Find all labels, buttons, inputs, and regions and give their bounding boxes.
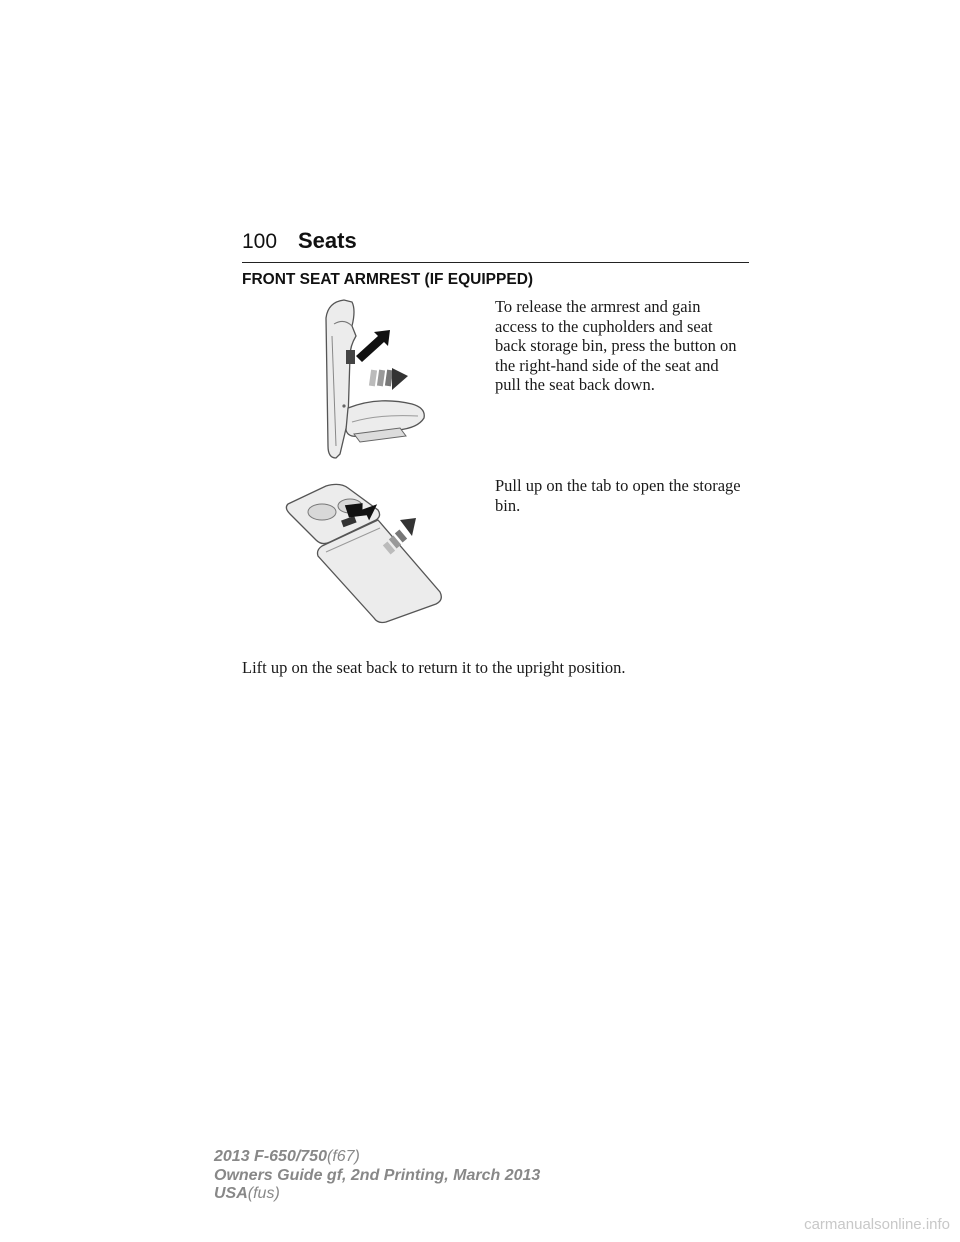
footer-line-market — [214, 1185, 540, 1204]
footer-market: USA — [214, 1185, 248, 1202]
footer-guide: Owners Guide gf, 2nd Printing, March 2013 — [214, 1166, 541, 1184]
footer-line-model — [214, 1148, 540, 1167]
return-instructions: Lift up on the seat back to return it to the upright position. — [242, 658, 626, 677]
release-instructions: To release the armrest and gain access to the cupholders and seat back storage bin, press the button on the right-hand side of the seat and pull the seat back down. — [495, 297, 737, 394]
storage-bin-open-illustration — [282, 482, 452, 624]
page-footer — [214, 1148, 540, 1204]
section-title: Seats — [298, 228, 357, 253]
seat-armrest-release-illustration — [308, 296, 458, 460]
footer-model: 2013 F-650/750 — [214, 1148, 327, 1165]
page-header — [242, 228, 749, 263]
watermark: carmanualsonline.info — [804, 1216, 950, 1233]
storage-bin-instructions: Pull up on the tab to open the storage bin. — [495, 476, 741, 515]
subsection-heading: FRONT SEAT ARMREST (IF EQUIPPED) — [242, 271, 534, 288]
page-number: 100 — [242, 230, 278, 253]
footer-model-code: (f67) — [326, 1148, 360, 1165]
footer-market-code: (fus) — [247, 1185, 280, 1202]
